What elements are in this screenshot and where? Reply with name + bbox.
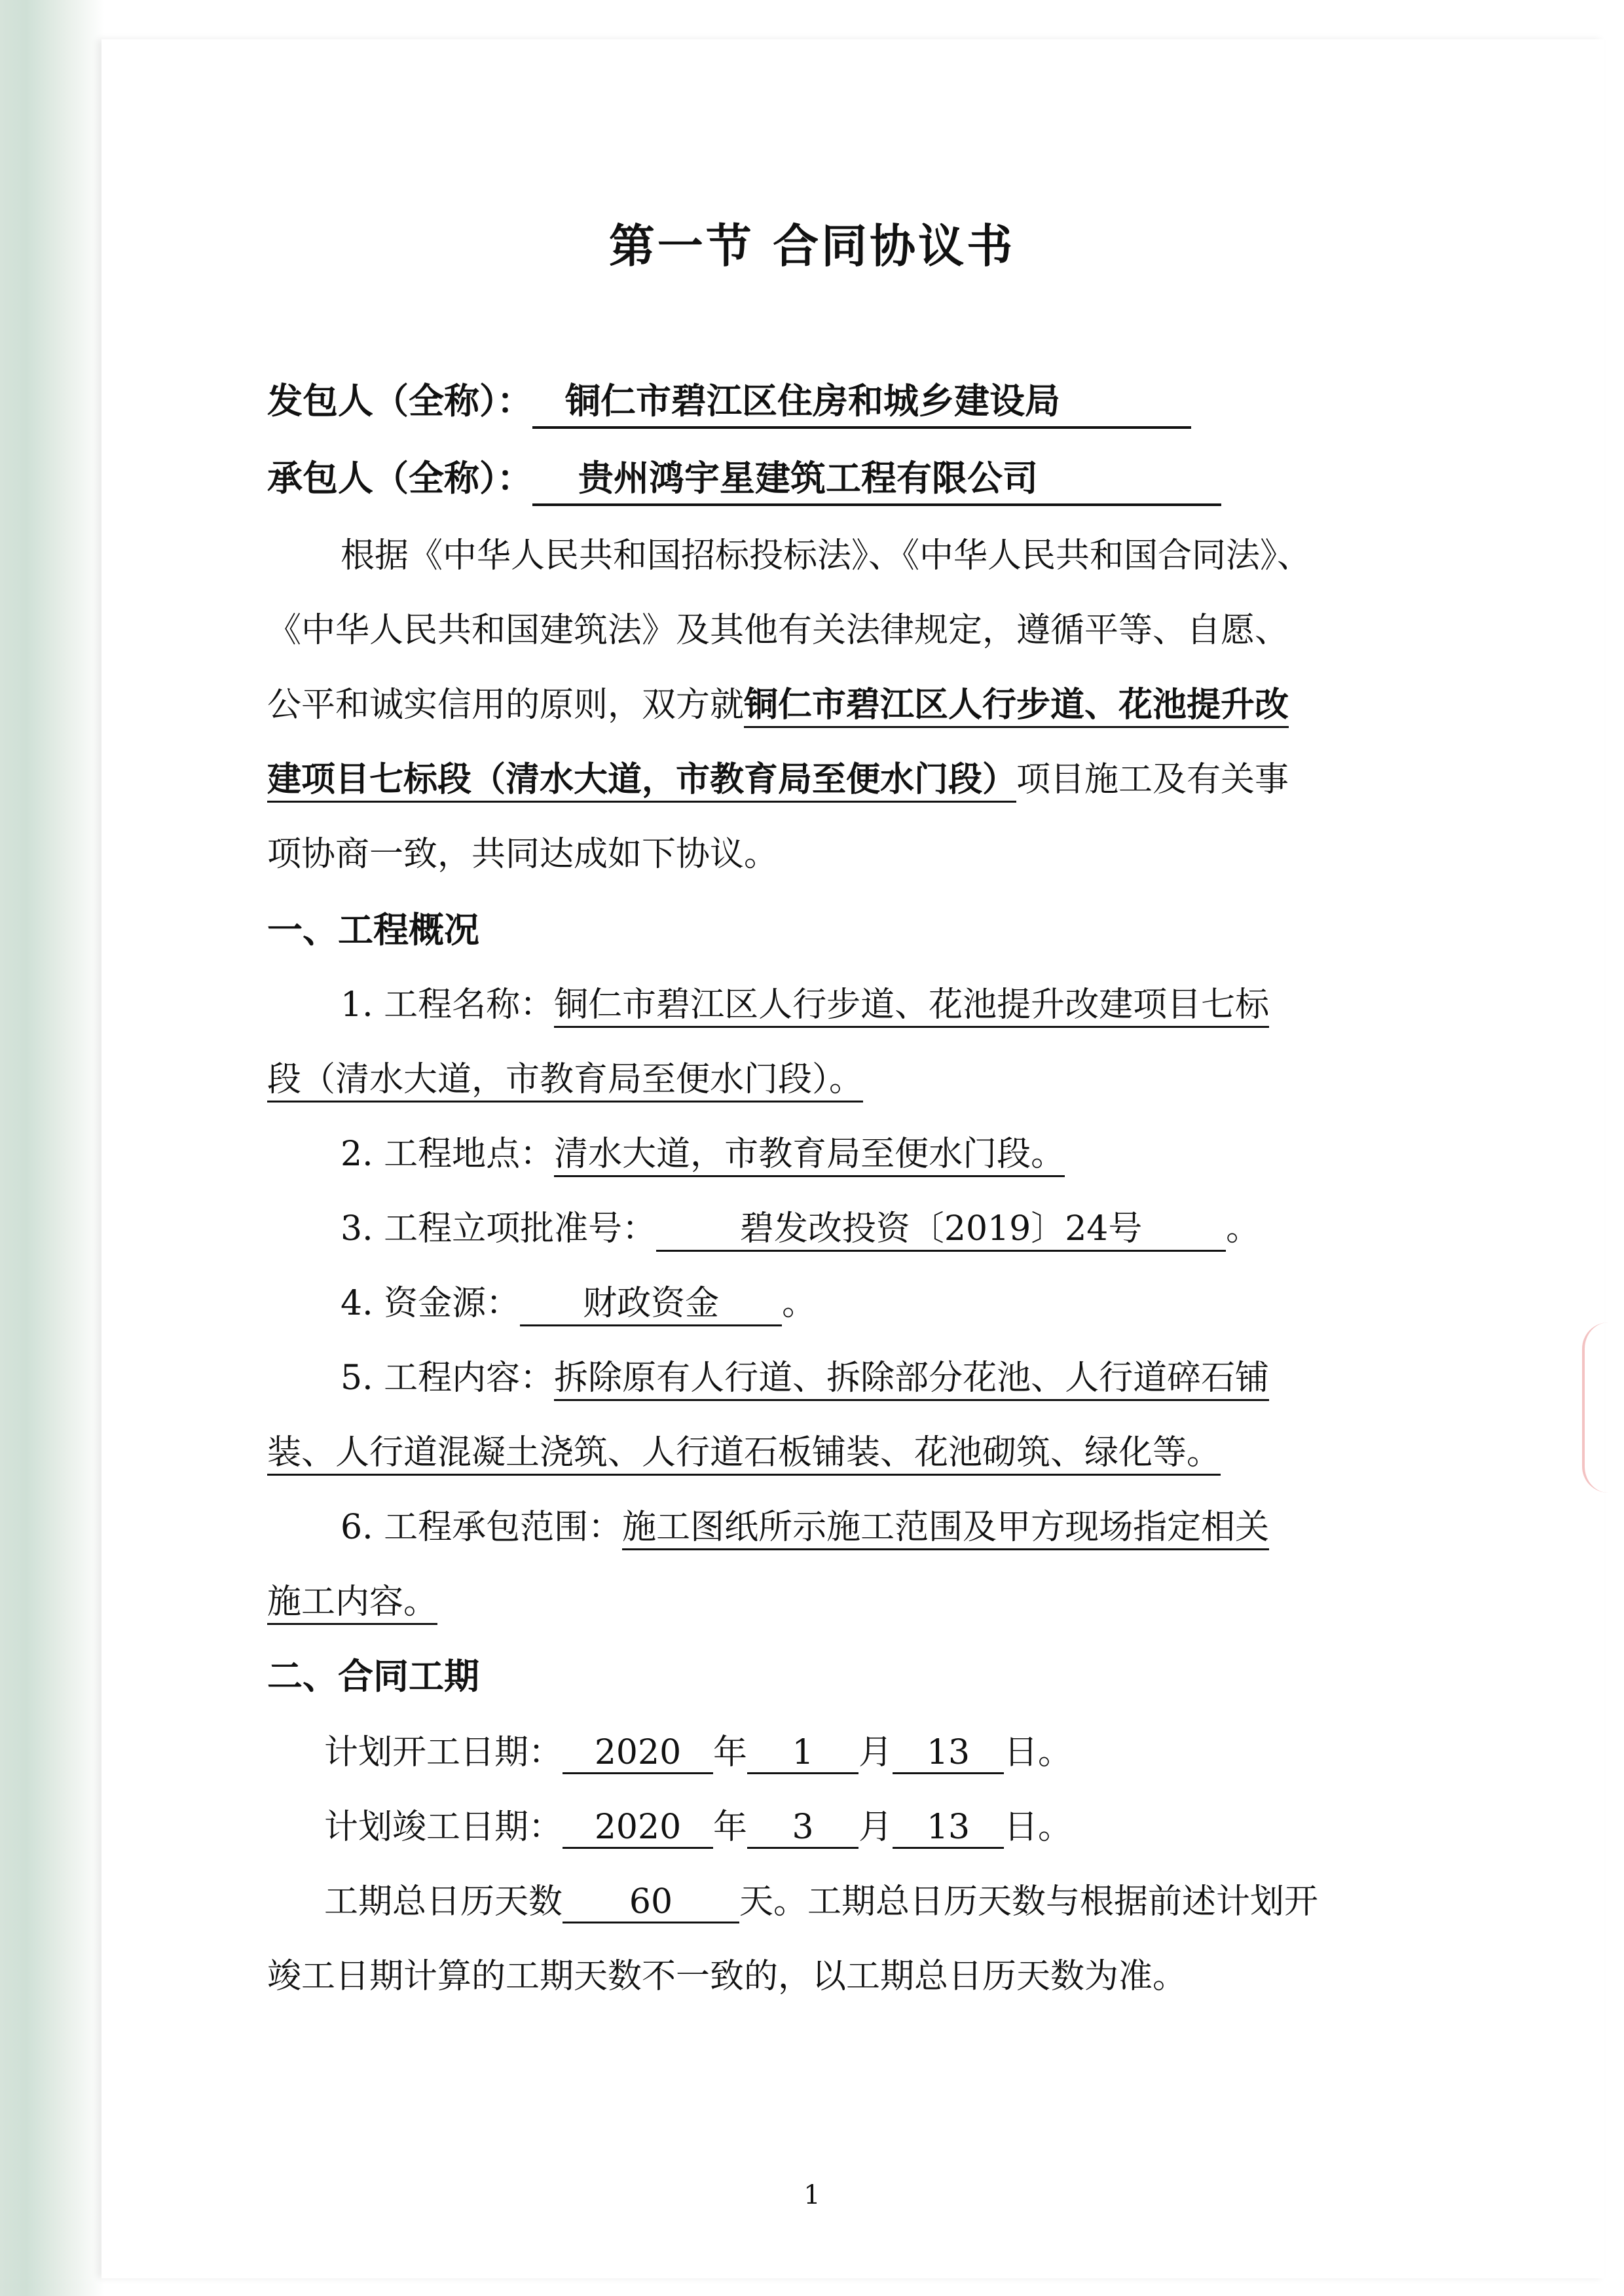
item-5-value-b: 装、人行道混凝土浇筑、人行道石板铺装、花池砌筑、绿化等。 (267, 1433, 1221, 1476)
item-3-label: 3. 工程立项批准号： (341, 1209, 657, 1248)
contractor-line (267, 450, 1221, 506)
total-days-cont: 竣工日期计算的工期天数不一致的，以工期总日历天数为准。 (267, 1957, 1187, 1996)
item-4-label: 4. 资金源： (341, 1284, 521, 1323)
total-days-line (324, 1874, 1318, 1923)
intro-line-5: 项协商一致，共同达成如下协议。 (267, 835, 779, 874)
intro-line-3-text: 公平和诚实信用的原则，双方就 (267, 685, 745, 725)
intro-line-4 (267, 752, 1289, 801)
year-unit: 年 (713, 1808, 748, 1847)
finish-day: 13 (893, 1808, 1004, 1849)
item-5-value-a: 拆除原有人行道、拆除部分花池、人行道碎石铺 (554, 1358, 1269, 1401)
item-4 (341, 1275, 816, 1326)
intro-line-3 (267, 677, 1289, 726)
start-date-label: 计划开工日期： (324, 1733, 563, 1772)
intro-line-2: 《中华人民共和国建筑法》及其他有关法律规定，遵循平等、自愿、 (267, 611, 1289, 650)
start-month: 1 (747, 1733, 858, 1774)
section-2-heading: 二、合同工期 (267, 1656, 479, 1697)
item-4-end: 。 (782, 1284, 817, 1323)
intro-line-4-text: 项目施工及有关事 (1016, 760, 1289, 799)
item-1-value-a: 铜仁市碧江区人行步道、花池提升改建项目七标 (554, 985, 1269, 1028)
item-2-label: 2. 工程地点： (341, 1135, 555, 1174)
day-unit: 日。 (1004, 1733, 1073, 1772)
item-6-cont (267, 1574, 437, 1623)
intro-line-1: 根据《中华人民共和国招标投标法》、《中华人民共和国合同法》、 (341, 536, 1312, 575)
contractor-value: 贵州鸿宇星建筑工程有限公司 (532, 450, 1221, 506)
item-1-cont (267, 1051, 863, 1101)
finish-year: 2020 (563, 1808, 713, 1849)
project-name-part1: 铜仁市碧江区人行步道、花池提升改 (744, 685, 1289, 728)
contractor-label: 承包人（全称）： (267, 458, 532, 499)
item-2-value: 清水大道，市教育局至便水门段。 (554, 1135, 1065, 1177)
project-name-part2: 建项目七标段（清水大道，市教育局至便水门段） (267, 760, 1016, 803)
finish-date-label: 计划竣工日期： (324, 1808, 563, 1847)
item-4-value: 财政资金 (520, 1275, 782, 1326)
month-unit: 月 (858, 1733, 893, 1772)
total-days-text: 天。工期总日历天数与根据前述计划开 (739, 1882, 1319, 1922)
item-5 (341, 1350, 1269, 1399)
item-5-label: 5. 工程内容： (341, 1358, 555, 1398)
total-days-label: 工期总日历天数 (324, 1882, 563, 1922)
employer-value: 铜仁市碧江区住房和城乡建设局 (532, 373, 1191, 429)
item-5-cont (267, 1425, 1221, 1474)
item-3 (341, 1201, 1260, 1252)
section-1-heading: 一、工程概况 (267, 909, 479, 951)
seal-stamp-edge (1582, 1322, 1624, 1493)
start-day: 13 (893, 1733, 1004, 1774)
employer-label: 发包人（全称）： (267, 380, 532, 422)
start-year: 2020 (563, 1733, 713, 1774)
item-1-value-b: 段（清水大道，市教育局至便水门段）。 (267, 1060, 863, 1102)
item-2 (341, 1126, 1065, 1175)
document-title: 第一节 合同协议书 (608, 219, 1016, 273)
item-6-label: 6. 工程承包范围： (341, 1508, 623, 1547)
start-date (324, 1724, 1072, 1774)
year-unit: 年 (713, 1733, 748, 1772)
item-1 (341, 977, 1269, 1026)
item-3-value: 碧发改投资〔2019〕24号 (656, 1201, 1226, 1252)
day-unit: 日。 (1004, 1808, 1073, 1847)
item-6 (341, 1499, 1269, 1548)
employer-line (267, 373, 1191, 429)
item-3-end: 。 (1226, 1209, 1261, 1248)
total-days-value: 60 (563, 1882, 739, 1923)
finish-month: 3 (747, 1808, 858, 1849)
item-1-label: 1. 工程名称： (341, 985, 555, 1025)
page-number: 1 (803, 2180, 821, 2210)
month-unit: 月 (858, 1808, 893, 1847)
item-6-value-b: 施工内容。 (267, 1582, 437, 1625)
finish-date (324, 1799, 1072, 1849)
item-6-value-a: 施工图纸所示施工范围及甲方现场指定相关 (622, 1508, 1269, 1550)
